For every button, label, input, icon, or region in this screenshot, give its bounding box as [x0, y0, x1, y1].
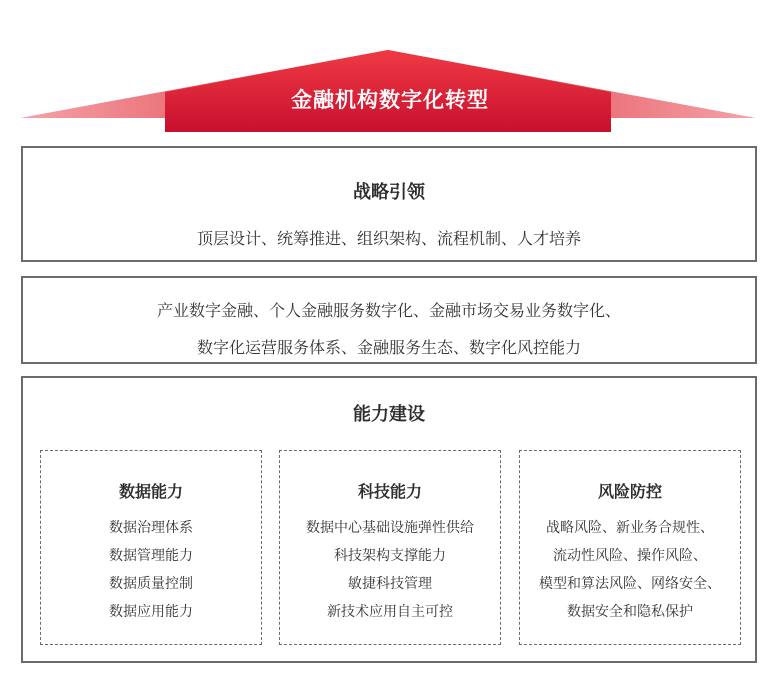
group-title: 数据能力 [118, 482, 183, 501]
group-item: 新技术应用自主可控 [327, 604, 453, 620]
data-capability-group [40, 450, 262, 645]
group-item: 流动性风险、操作风险、 [553, 548, 707, 564]
tech-capability-group [279, 450, 501, 645]
capability-box [21, 376, 757, 663]
group-item: 战略风险、新业务合规性、 [546, 520, 714, 536]
roof-banner [0, 0, 780, 145]
group-item: 数据质量控制 [109, 576, 193, 592]
strategy-title: 战略引领 [353, 182, 425, 203]
group-title: 风险防控 [597, 482, 662, 501]
services-line-1: 产业数字金融、个人金融服务数字化、金融市场交易业务数字化、 [156, 301, 621, 320]
strategy-text: 顶层设计、统筹推进、组织架构、流程机制、人才培养 [196, 229, 581, 248]
group-title: 科技能力 [357, 482, 422, 501]
group-item: 敏捷科技管理 [348, 576, 432, 592]
group-item: 数据中心基础设施弹性供给 [306, 520, 474, 536]
page-title: 金融机构数字化转型 [291, 88, 489, 112]
group-item: 模型和算法风险、网络安全、 [539, 576, 721, 592]
risk-control-group [519, 450, 741, 645]
strategy-box [21, 146, 757, 262]
capability-title: 能力建设 [353, 404, 425, 425]
group-item: 数据安全和隐私保护 [567, 604, 693, 620]
services-box [21, 276, 757, 364]
group-item: 科技架构支撑能力 [334, 548, 446, 564]
services-line-2: 数字化运营服务体系、金融服务生态、数字化风控能力 [196, 338, 581, 357]
group-item: 数据管理能力 [109, 548, 193, 564]
group-item: 数据应用能力 [109, 604, 193, 620]
group-item: 数据治理体系 [109, 520, 193, 536]
